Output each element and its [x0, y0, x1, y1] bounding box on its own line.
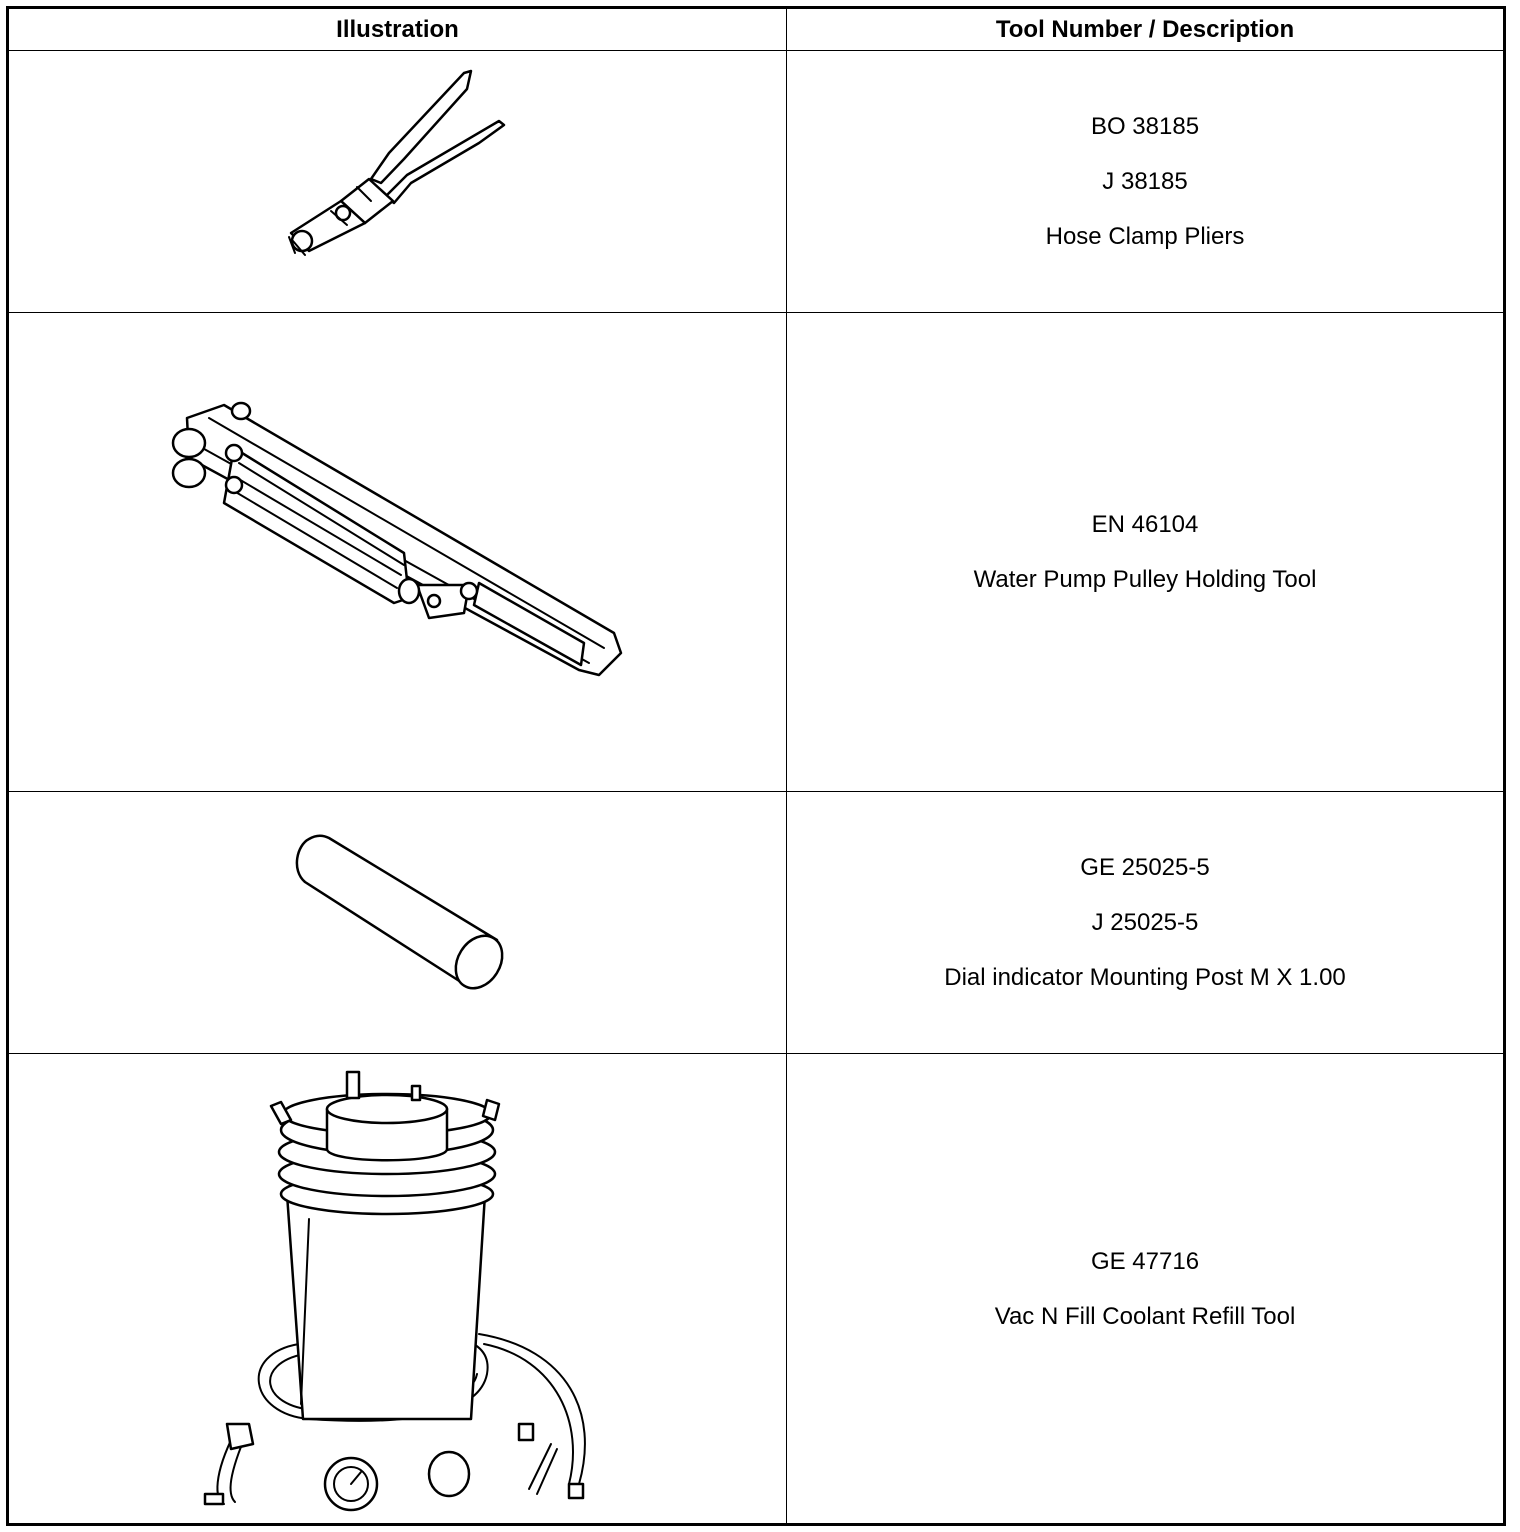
coolant-refill-tool-icon: [9, 1054, 787, 1523]
illustration-cell: [9, 51, 787, 312]
tool-number-alt: J 38185: [1102, 168, 1188, 195]
tool-description: Water Pump Pulley Holding Tool: [973, 566, 1317, 593]
description-cell: [787, 313, 1503, 791]
illustration-cell: [9, 792, 787, 1053]
tool-number: GE 25025-5: [1080, 854, 1210, 881]
description-cell: [787, 51, 1503, 312]
description-cell: [787, 1054, 1503, 1523]
tool-description: Vac N Fill Coolant Refill Tool: [994, 1302, 1296, 1330]
tool-table: [6, 6, 1506, 1526]
tool-description: Hose Clamp Pliers: [1045, 223, 1245, 250]
mounting-post-icon: [9, 792, 787, 1054]
table-row: [9, 51, 1503, 313]
table-header-row: [9, 9, 1503, 51]
illustration-cell: [9, 1054, 787, 1523]
tool-number: EN 46104: [1091, 511, 1199, 538]
table-row: [9, 313, 1503, 792]
hose-clamp-pliers-icon: [9, 51, 787, 313]
header-illustration: Illustration: [9, 9, 787, 50]
tool-number: GE 47716: [1090, 1247, 1200, 1275]
table-row: [9, 792, 1503, 1054]
pulley-holding-tool-icon: [9, 313, 787, 792]
tool-number-alt: J 25025-5: [1091, 909, 1199, 936]
header-description: Tool Number / Description: [995, 15, 1295, 43]
illustration-cell: [9, 313, 787, 791]
tool-number: BO 38185: [1090, 113, 1200, 140]
table-row: [9, 1054, 1503, 1523]
tool-description: Dial indicator Mounting Post M X 1.00: [944, 964, 1346, 991]
description-cell: [787, 792, 1503, 1053]
